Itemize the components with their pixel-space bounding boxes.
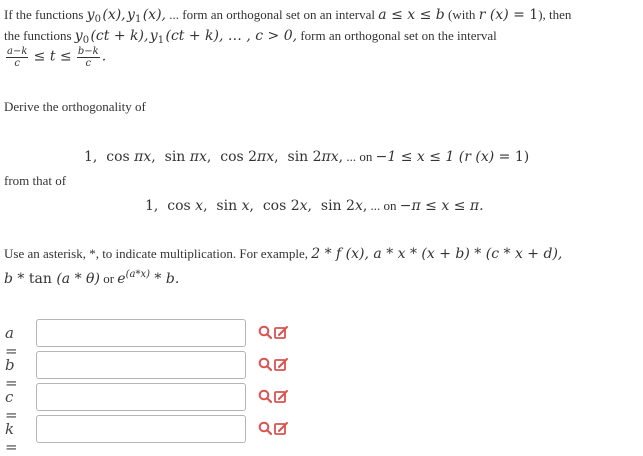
intro-text-4: ), then — [538, 7, 572, 22]
trig-set-1: 1, cos πx, sin πx, cos 2πx, sin 2πx, ... on −1 ≤ x ≤ 1 (r (x) = 1) — [84, 149, 530, 165]
asterisk-text: Use an asterisk, *, to indicate multiplication. For example, — [4, 246, 308, 261]
trig-set-2: 1, cos x, sin x, cos 2x, sin 2x, ... on −π ≤ x ≤ π. — [145, 198, 484, 214]
answer-label-b: b = — [5, 356, 18, 392]
from-that-of-text: from that of — [4, 173, 67, 188]
answer-tools-k — [258, 421, 290, 437]
intro-line-1: If the functions $y_0$ (x), $y_1$ (x), ... form an orthogonal set on an interval a ≤ x ≤ b (with r (x) = 1), then — [4, 7, 572, 25]
answer-tools-a — [258, 325, 290, 341]
answer-input-a[interactable] — [36, 319, 246, 347]
math-shifted-functions: $y_0$ (ct + k), $y_1$ (ct + k), … , c > 0, — [74, 28, 298, 46]
answer-label-k: k = — [5, 420, 18, 456]
answer-input-k[interactable] — [36, 415, 246, 443]
magnifier-icon[interactable] — [260, 359, 271, 370]
intro-text-2: form an orthogonal set on an interval — [182, 7, 376, 22]
derive-text: Derive the orthogonality of — [4, 99, 146, 114]
answer-tools-b — [258, 357, 290, 373]
math-y0-x: $y_0$ (x), $y_1$ (x), — [86, 7, 166, 25]
answer-label-c: c = — [5, 388, 18, 424]
intro-text-3: (with — [447, 7, 476, 22]
or-text: or — [103, 271, 115, 286]
magnifier-icon[interactable] — [260, 423, 271, 434]
answer-input-b[interactable] — [36, 351, 246, 379]
asterisk-instructions-line-2: b * tan (a * θ) or $e^{(a*x)}$ * b. — [4, 269, 180, 287]
math-weight: r (x) = 1 — [478, 7, 539, 23]
answer-tools-c — [258, 389, 290, 405]
edit-icon[interactable] — [275, 327, 287, 338]
answer-input-c[interactable] — [36, 383, 246, 411]
magnifier-icon[interactable] — [260, 327, 271, 338]
on-text-2: on — [383, 198, 397, 213]
on-text-1: on — [359, 149, 373, 164]
intro-text: If the functions — [4, 7, 84, 22]
math-fraction-interval: $\frac{a-k}{c}$ ≤ t ≤ $\frac{b-k}{c}$ . — [7, 46, 107, 69]
magnifier-icon[interactable] — [260, 391, 271, 402]
edit-icon[interactable] — [275, 359, 287, 370]
edit-icon[interactable] — [275, 423, 287, 434]
math-interval-ab: a ≤ x ≤ b — [378, 7, 445, 23]
answer-label-a: a = — [5, 324, 18, 360]
asterisk-instructions-line-1: Use an asterisk, *, to indicate multiplication. For example, 2 * f (x), a * x * (x + b) * (c * x + d), — [4, 246, 563, 262]
edit-icon[interactable] — [275, 391, 287, 402]
intro-text-5: the functions — [4, 28, 72, 43]
intro-text-6: form an orthogonal set on the interval — [300, 28, 497, 43]
